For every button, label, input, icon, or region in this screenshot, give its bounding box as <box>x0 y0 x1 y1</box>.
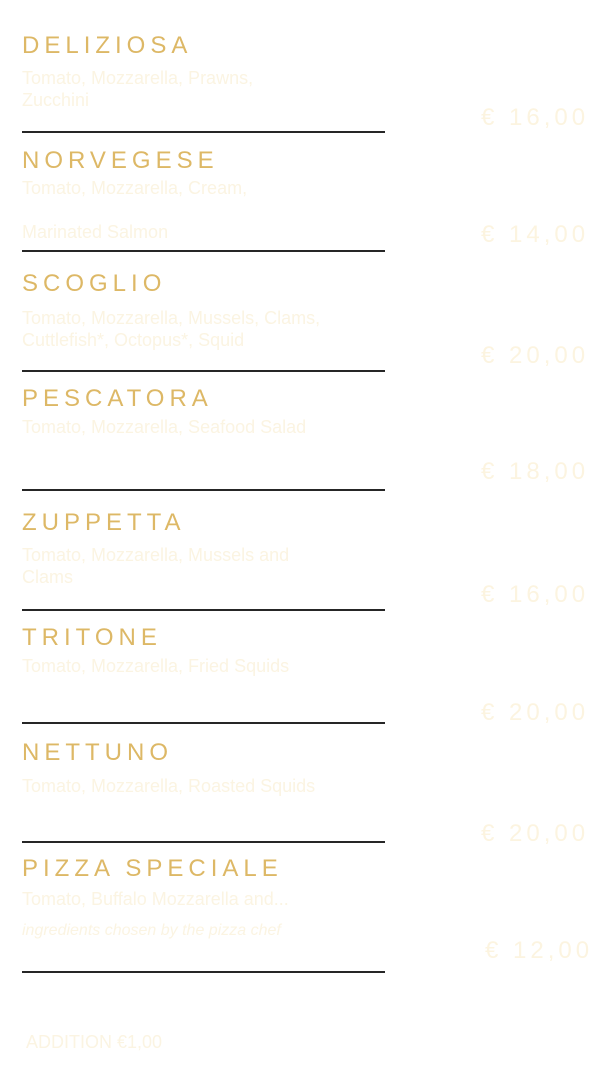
divider <box>22 250 385 252</box>
item-price: € 20,00 <box>481 699 590 726</box>
addition-note: ADDITION €1,00 <box>26 1032 163 1052</box>
divider <box>22 722 385 724</box>
item-name: ZUPPETTA <box>22 509 186 536</box>
divider <box>22 609 385 611</box>
item-name: TRITONE <box>22 624 162 651</box>
divider <box>22 489 385 491</box>
item-description: Tomato, Mozzarella, Prawns, Zucchini <box>22 68 254 110</box>
divider <box>22 971 385 973</box>
item-name: NETTUNO <box>22 739 173 766</box>
item-description: Tomato, Mozzarella, Cream, Marinated Salmon <box>22 178 248 242</box>
item-price: € 18,00 <box>481 458 590 485</box>
item-name: NORVEGESE <box>22 147 219 174</box>
item-price: € 12,00 <box>485 937 594 964</box>
item-price: € 20,00 <box>481 342 590 369</box>
item-description: Tomato, Buffalo Mozzarella and... <box>22 889 289 909</box>
item-description: Tomato, Mozzarella, Mussels, Clams, Cuttlefish*, Octopus*, Squid <box>22 308 321 350</box>
item-description: Tomato, Mozzarella, Mussels and Clams <box>22 545 290 587</box>
item-price: € 16,00 <box>481 581 590 608</box>
item-description: Tomato, Mozzarella, Seafood Salad <box>22 417 307 437</box>
item-price: € 16,00 <box>481 104 590 131</box>
divider <box>22 841 385 843</box>
item-price: € 14,00 <box>481 221 590 248</box>
item-description: Tomato, Mozzarella, Roasted Squids <box>22 776 316 796</box>
item-name: PIZZA SPECIALE <box>22 855 283 882</box>
divider <box>22 131 385 133</box>
item-note: ingredients chosen by the pizza chef <box>22 922 281 939</box>
item-name: PESCATORA <box>22 385 213 412</box>
item-name: DELIZIOSA <box>22 32 193 59</box>
item-price: € 20,00 <box>481 820 590 847</box>
item-description: Tomato, Mozzarella, Fried Squids <box>22 656 290 676</box>
item-name: SCOGLIO <box>22 270 167 297</box>
divider <box>22 370 385 372</box>
